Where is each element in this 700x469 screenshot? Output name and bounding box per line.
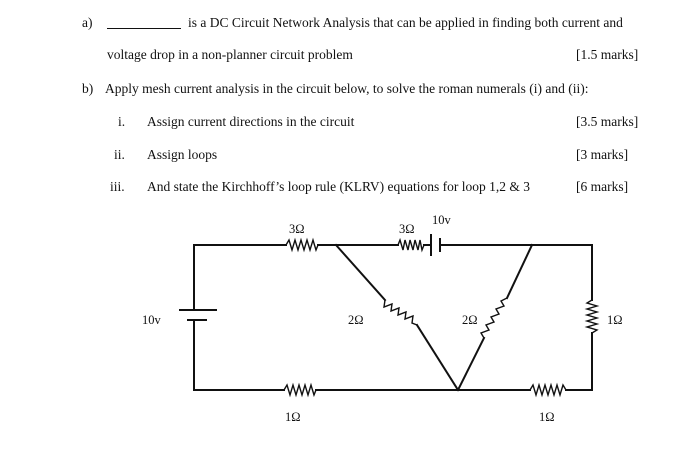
label-r-top-left: 3Ω [289, 222, 305, 236]
resistor-right [587, 300, 597, 333]
wire-diag-right-upper [507, 245, 532, 298]
question-a-label: a) [82, 15, 93, 30]
label-r-bottom-left: 1Ω [285, 410, 301, 424]
question-a-marks: [1.5 marks] [576, 47, 639, 62]
resistor-bottom-left [284, 385, 316, 395]
resistor-top-right [398, 240, 424, 250]
item-i-marks: [3.5 marks] [576, 114, 639, 129]
item-iii-marks: [6 marks] [576, 179, 629, 194]
resistor-diag-left [384, 300, 417, 325]
question-b-label: b) [82, 81, 94, 96]
item-i-text: Assign current directions in the circuit [147, 114, 355, 129]
item-iii-num: iii. [110, 179, 125, 194]
question-b-text: Apply mesh current analysis in the circuit below, to solve the roman numerals (i) and (ii): [105, 81, 589, 96]
item-ii-num: ii. [114, 147, 125, 162]
resistor-diag-right [481, 298, 507, 338]
label-source-top: 10v [432, 213, 451, 227]
label-source-left: 10v [142, 313, 161, 327]
resistor-bottom-right [530, 385, 566, 395]
label-r-diag-right: 2Ω [462, 313, 478, 327]
item-iii-text: And state the Kirchhoff’s loop rule (KLRV) equations for loop 1,2 & 3 [147, 179, 530, 194]
label-r-diag-left: 2Ω [348, 313, 364, 327]
label-r-right: 1Ω [607, 313, 623, 327]
wire-diag-left-upper [336, 245, 385, 300]
label-r-top-right: 3Ω [399, 222, 415, 236]
wire-diag-left-lower [417, 325, 458, 390]
item-ii-text: Assign loops [147, 147, 218, 162]
question-a-line2: voltage drop in a non-planner circuit problem [107, 47, 353, 62]
label-r-bottom-right: 1Ω [539, 410, 555, 424]
item-ii-marks: [3 marks] [576, 147, 629, 162]
resistor-top-left [286, 240, 318, 250]
question-a-line1: is a DC Circuit Network Analysis that can be applied in finding both current and [188, 15, 623, 30]
wire-diag-right-lower [458, 338, 484, 390]
item-i-num: i. [118, 114, 126, 129]
